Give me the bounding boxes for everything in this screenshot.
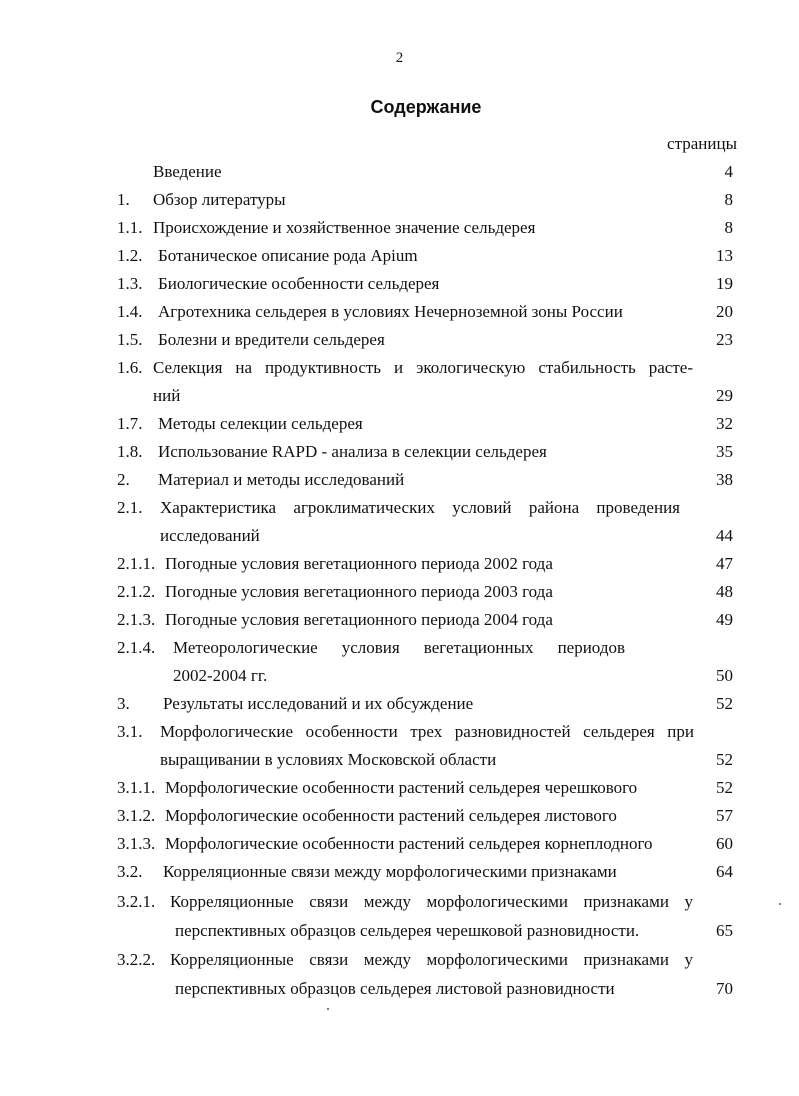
toc-entry-text: Введение (153, 162, 222, 181)
toc-entry-text: Ботаническое описание рода Apium (158, 246, 418, 265)
toc-entry-text: перспективных образцов сельдерея черешковой разновидности. (175, 921, 640, 940)
toc-entry (0, 634, 799, 662)
toc-entry-page: 49 (716, 610, 733, 629)
toc-entry (0, 242, 799, 270)
toc-entry-number: 2.1. (117, 498, 143, 517)
toc-entry (0, 466, 799, 494)
toc-entry-text: Биологические особенности сельдерея (158, 274, 440, 293)
toc-entry-page: 20 (716, 302, 733, 321)
toc-entry (0, 270, 799, 298)
toc-entry-text: Корреляционные связи между морфологическими признаками у (170, 892, 693, 911)
toc-entry (0, 158, 799, 186)
toc-entry-text: перспективных образцов сельдерея листовой разновидности (175, 979, 615, 998)
toc-entry (0, 410, 799, 438)
toc-entry (0, 186, 799, 214)
toc-entry-number: 1.3. (117, 274, 143, 293)
toc-entry-text: Морфологические особенности растений сельдерея черешкового (165, 778, 638, 797)
pages-column-header: страницы (667, 134, 737, 153)
toc-entry (0, 830, 799, 858)
toc-entry-page: 60 (716, 834, 733, 853)
toc-entry-text: Болезни и вредители сельдерея (158, 330, 385, 349)
toc-entry-page: 8 (724, 190, 733, 209)
toc-entry-continuation (0, 382, 799, 410)
toc-entry-page: 70 (716, 979, 733, 998)
toc-entry-text: Морфологические особенности растений сельдерея корнеплодного (165, 834, 653, 853)
toc-entry-number: 1.6. (117, 358, 143, 377)
toc-entry-number: 1.8. (117, 442, 143, 461)
toc-entry-continuation (0, 975, 799, 1003)
scan-speck (779, 903, 781, 905)
toc-entry-page: 52 (716, 778, 733, 797)
toc-entry (0, 774, 799, 802)
toc-entry-number: 1.7. (117, 414, 143, 433)
page-number: 2 (395, 50, 404, 66)
toc-entry-number: 1. (117, 190, 130, 209)
toc-entry-number: 3.1.1. (117, 778, 156, 797)
toc-entry-text: выращивании в условиях Московской области (160, 750, 497, 769)
toc-entry-text: Метеорологические условия вегетационных периодов (173, 638, 625, 657)
toc-entry-text: 2002-2004 гг. (173, 666, 268, 685)
page-title: Содержание (370, 97, 482, 117)
toc-entry-text: Морфологические особенности трех разновидностей сельдерея при (160, 722, 694, 741)
toc-entry-continuation (0, 522, 799, 550)
toc-entry-page: 48 (716, 582, 733, 601)
toc-entry (0, 578, 799, 606)
toc-entry (0, 802, 799, 830)
toc-entry-text: Погодные условия вегетационного периода 2002 года (165, 554, 553, 573)
toc-entry-page: 50 (716, 666, 733, 685)
toc-entry-text: Материал и методы исследований (158, 470, 405, 489)
toc-entry (0, 326, 799, 354)
toc-entry-number: 1.5. (117, 330, 143, 349)
toc-entry-text: Характеристика агроклиматических условий района проведения (160, 498, 680, 517)
toc-entry-page: 52 (716, 694, 733, 713)
toc-entry-number: 1.4. (117, 302, 143, 321)
toc-entry-number: 3.1. (117, 722, 143, 741)
toc-entry-text: Обзор литературы (153, 190, 286, 209)
toc-entry-page: 29 (716, 386, 733, 405)
toc-entry-text: ний (153, 386, 181, 405)
toc-entry (0, 298, 799, 326)
toc-entry-text: Результаты исследований и их обсуждение (163, 694, 474, 713)
toc-entry-page: 64 (716, 862, 733, 881)
toc-entry-number: 3.1.2. (117, 806, 156, 825)
toc-entry (0, 354, 799, 382)
toc-entry-number: 3.2.1. (117, 892, 156, 911)
toc-entry-number: 1.1. (117, 218, 143, 237)
toc-entry-number: 3.1.3. (117, 834, 156, 853)
scan-speck (327, 1008, 329, 1010)
toc-entry (0, 214, 799, 242)
toc-entry-page: 4 (724, 162, 733, 181)
toc-entry-continuation (0, 662, 799, 690)
toc-entry-text: Корреляционные связи между морфологическими признаками у (170, 950, 693, 969)
toc-entry-text: Морфологические особенности растений сельдерея листового (165, 806, 617, 825)
toc-entry-number: 1.2. (117, 246, 143, 265)
toc-entry-number: 2.1.1. (117, 554, 156, 573)
toc-entry (0, 606, 799, 634)
toc-entry-number: 2.1.3. (117, 610, 156, 629)
toc-entry-page: 38 (716, 470, 733, 489)
toc-entry-text: Методы селекции сельдерея (158, 414, 363, 433)
toc-entry-page: 8 (724, 218, 733, 237)
toc-entry-number: 3. (117, 694, 130, 713)
toc-entry-text: Корреляционные связи между морфологическими признаками (163, 862, 617, 881)
toc-entry-continuation (0, 746, 799, 774)
toc-entry (0, 438, 799, 466)
toc-entry (0, 550, 799, 578)
toc-entry-page: 57 (716, 806, 733, 825)
toc-entry (0, 494, 799, 522)
toc-entry-page: 52 (716, 750, 733, 769)
toc-entry (0, 690, 799, 718)
toc-entry (0, 858, 799, 886)
toc-entry-page: 23 (716, 330, 733, 349)
toc-entry-text: Погодные условия вегетационного периода 2004 года (165, 610, 553, 629)
toc-entry-number: 3.2.2. (117, 950, 156, 969)
toc-entry-continuation (0, 917, 799, 945)
toc-entry-text: Использование RAPD - анализа в селекции сельдерея (158, 442, 547, 461)
toc-entry (0, 888, 799, 916)
toc-entry-number: 2.1.4. (117, 638, 156, 657)
toc-entry-text: Происхождение и хозяйственное значение сельдерея (153, 218, 536, 237)
toc-entry-text: Погодные условия вегетационного периода 2003 года (165, 582, 553, 601)
toc-entry-page: 47 (716, 554, 733, 573)
toc-entry-page: 35 (716, 442, 733, 461)
toc-entry-page: 13 (716, 246, 733, 265)
toc-entry-text: исследований (160, 526, 260, 545)
toc-entry (0, 946, 799, 974)
toc-entry-number: 2. (117, 470, 130, 489)
toc-entry-page: 65 (716, 921, 733, 940)
toc-entry-number: 2.1.2. (117, 582, 156, 601)
toc-entry-page: 19 (716, 274, 733, 293)
toc-entry (0, 718, 799, 746)
toc-entry-number: 3.2. (117, 862, 143, 881)
toc-entry-page: 44 (716, 526, 733, 545)
toc-entry-text: Селекция на продуктивность и экологическую стабильность расте- (153, 358, 693, 377)
toc-entry-page: 32 (716, 414, 733, 433)
toc-entry-text: Агротехника сельдерея в условиях Нечерноземной зоны России (158, 302, 623, 321)
